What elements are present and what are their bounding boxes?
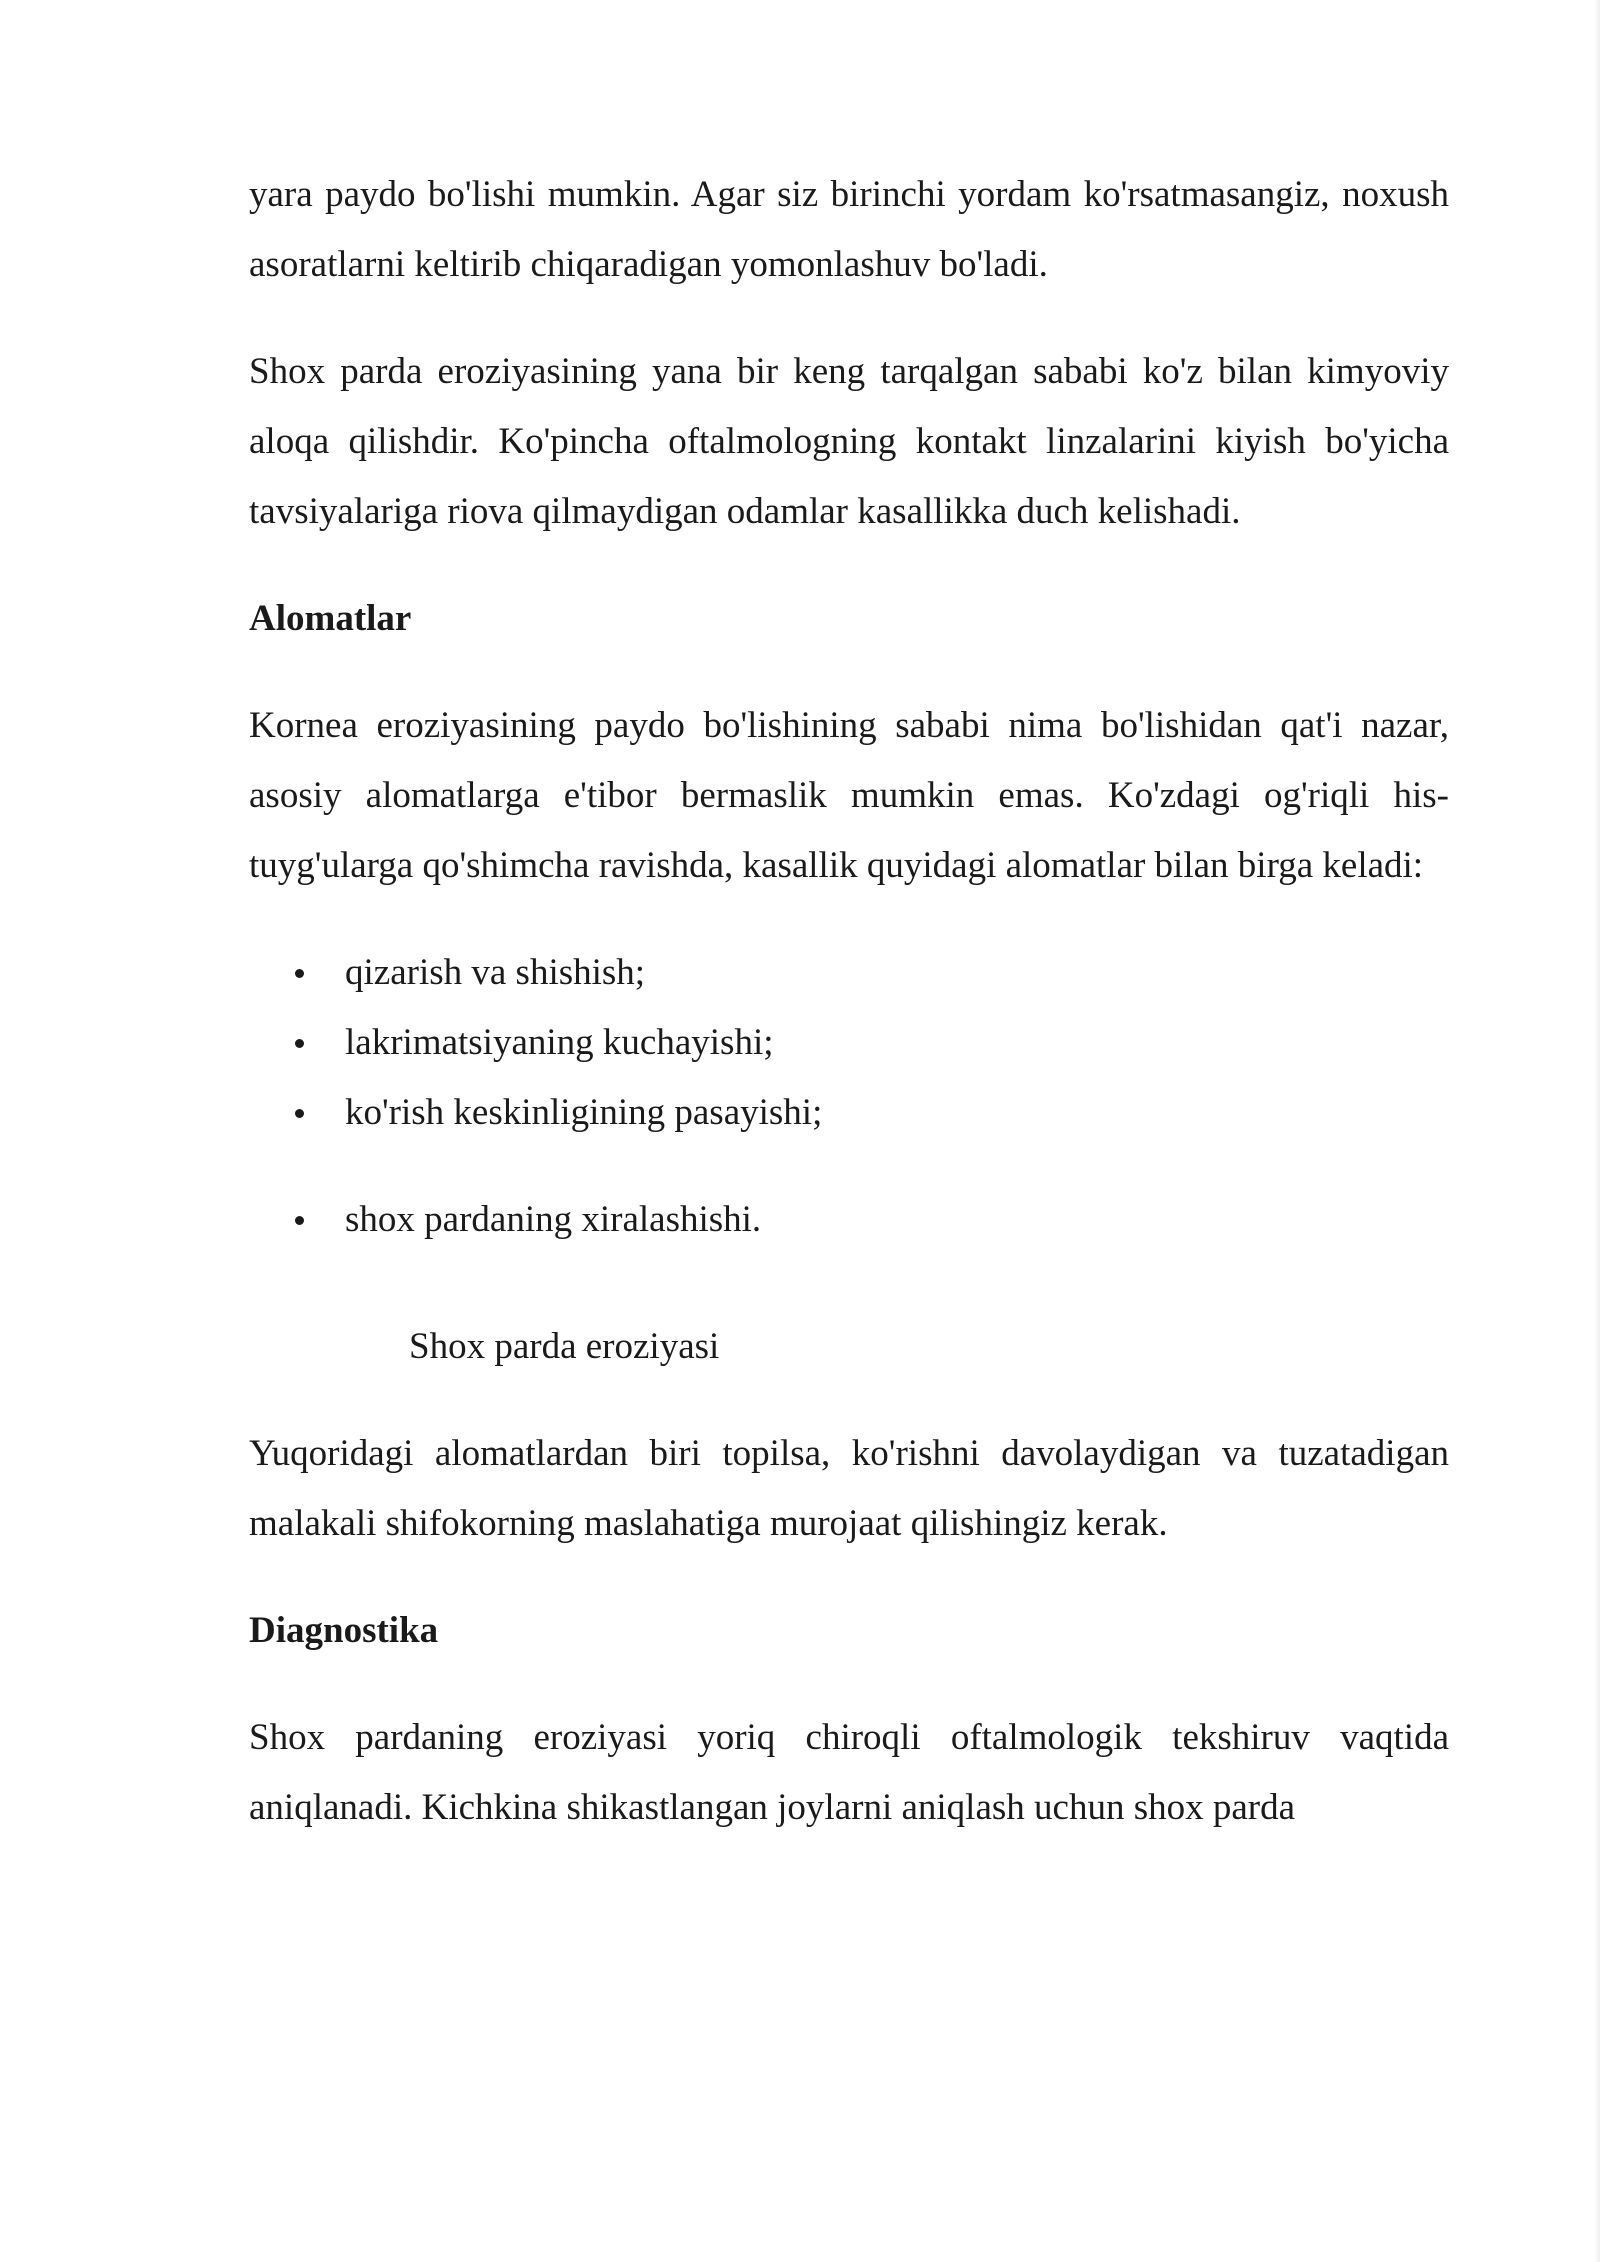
list-item: [295, 1078, 1449, 1148]
paragraph-diagnostics: Shox pardaning eroziyasi yoriq chiroqli oftalmologik tekshiruv vaqtida aniqlanadi. Kichkina shikastlangan joylarni aniqlash uchun shox parda: [249, 1717, 1449, 1828]
document-content: [249, 160, 1449, 1880]
bullet-icon: [295, 969, 304, 978]
list-item-text: ko'rish keskinligining pasayishi;: [345, 1092, 823, 1133]
paragraph-consult-doctor: Yuqoridagi alomatlardan biri topilsa, ko'rishni davolaydigan va tuzatadigan malakali shifokorning maslahatiga murojaat qilishingiz kerak.: [249, 1433, 1449, 1544]
figure-caption: Shox parda eroziyasi: [409, 1326, 720, 1367]
list-item: [295, 1008, 1449, 1078]
bullet-icon: [295, 1039, 304, 1048]
paragraph-symptoms-intro: Kornea eroziyasining paydo bo'lishining sababi nima bo'lishidan qat'i nazar, asosiy alomatlarga e'tibor bermaslik mumkin emas. Ko'zdagi og'riqli his-tuyg'ularga qo'shimcha ravishda, kasallik quyidagi alomatlar bilan birga keladi:: [249, 705, 1449, 886]
heading-diagnostics: Diagnostika: [249, 1610, 439, 1651]
list-item-text: lakrimatsiyaning kuchayishi;: [345, 1022, 774, 1063]
list-item: [295, 938, 1449, 1008]
symptoms-list: [249, 938, 1449, 1255]
heading-symptoms: Alomatlar: [249, 598, 412, 639]
list-item-text: qizarish va shishish;: [345, 952, 646, 993]
paragraph-intro: yara paydo bo'lishi mumkin. Agar siz birinchi yordam ko'rsatmasangiz, noxush asoratlarni keltirib chiqaradigan yomonlashuv bo'ladi.: [249, 174, 1449, 285]
page-edge-shadow: [1594, 0, 1600, 2262]
list-item: [295, 1185, 1449, 1255]
bullet-icon: [295, 1216, 304, 1225]
paragraph-chemical-cause: Shox parda eroziyasining yana bir keng tarqalgan sababi ko'z bilan kimyoviy aloqa qilishdir. Ko'pincha oftalmologning kontakt linzalarini kiyish bo'yicha tavsiyalariga riova qilmaydigan odamlar kasallikka duch kelishadi.: [249, 351, 1449, 532]
bullet-icon: [295, 1109, 304, 1118]
list-item-text: shox pardaning xiralashishi.: [345, 1199, 762, 1240]
